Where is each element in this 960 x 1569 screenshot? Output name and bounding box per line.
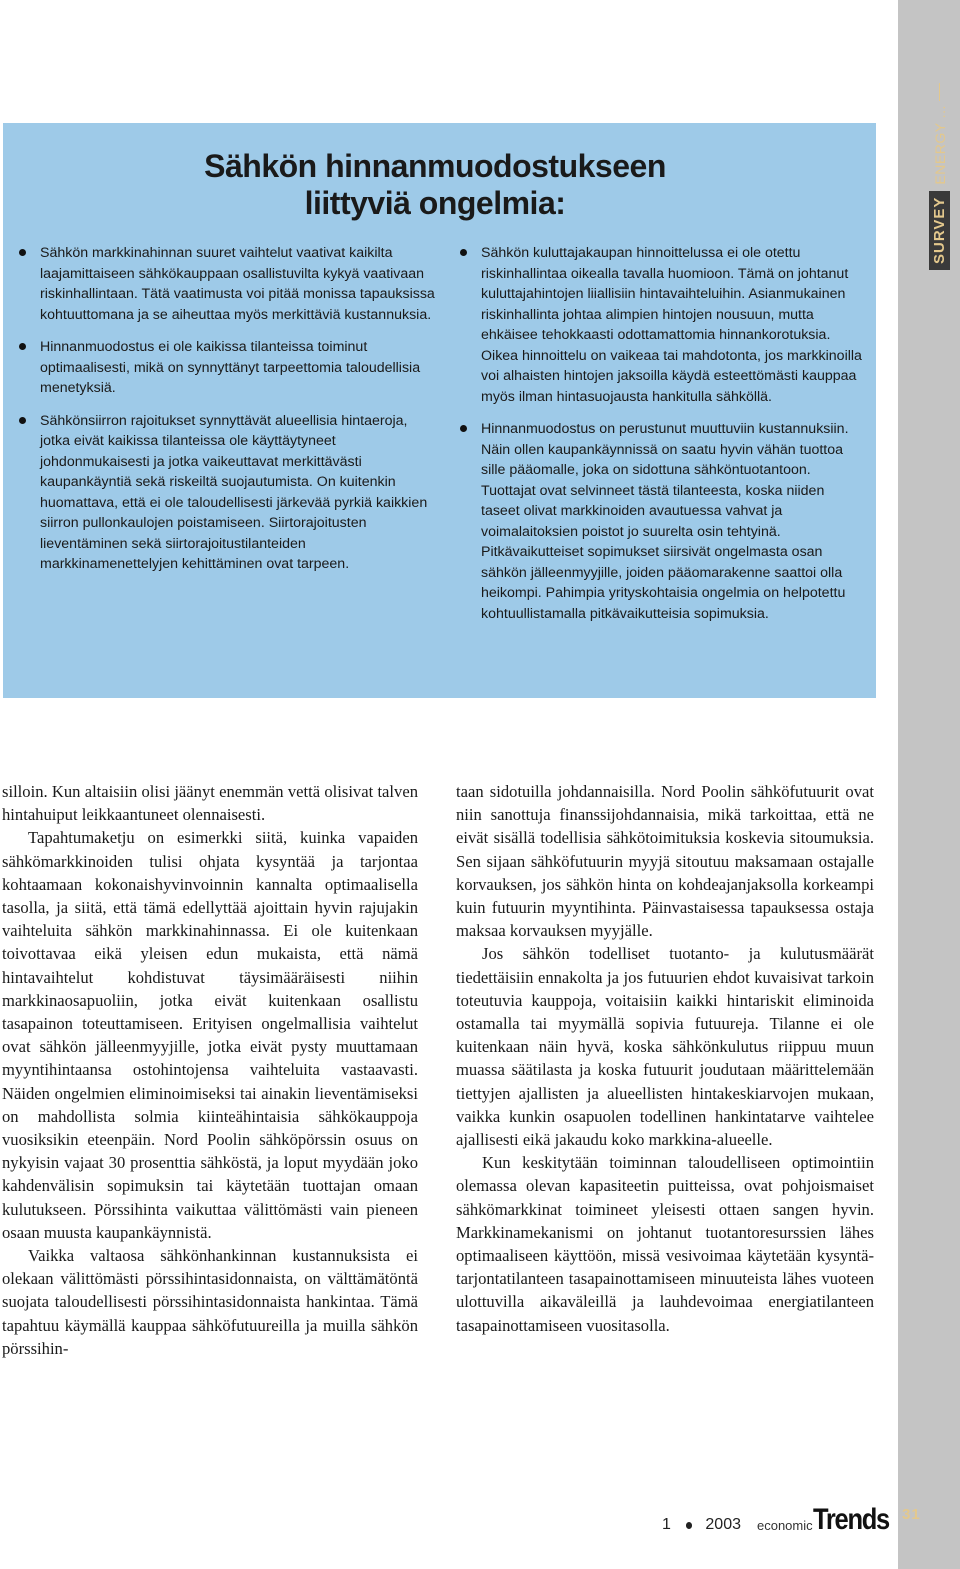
separator-dot-icon [686, 1522, 692, 1529]
section-tag [929, 83, 950, 270]
bullet-text: Hinnanmuodostus ei ole kaikissa tilanteissa toiminut optimaalisesti, mikä on synnyttänyt tarpeettomia taloudellisia menetyksiä. [40, 339, 421, 396]
energy-label: ENERGY ... [931, 105, 948, 185]
box-bullets-left [40, 243, 435, 587]
issue-year: 2003 [705, 1516, 741, 1533]
bullet-item [481, 243, 866, 407]
bullet-item [481, 419, 866, 624]
bullet-dot-icon [460, 425, 467, 432]
bullet-dot-icon [19, 417, 26, 424]
article-column-left [2, 780, 418, 1360]
bullet-item [40, 337, 435, 399]
survey-label: SURVEY [929, 191, 950, 270]
article-paragraph: Kun keskitytään toiminnan taloudelliseen optimointiin olemassa olevan kapasiteetin puitteissa, ovat pohjoismaiset sähkömarkkinat toimineet yleisesti ottaen sangen hyvin. Markkinamekanismi on johtanut tuotantoresurssien lähes optimaaliseen käyttöön, missä vesivoimaa käytetään kysyntä-tarjontatilanteen tasapainottamiseen minuuteista lähes vuoteen ulottuvilla aikaväleillä ja lauhdevoimaa energiatilanteen tasapainottamiseen vuositasolla. [456, 1153, 874, 1335]
bullet-text: Sähkön kuluttajakaupan hinnoittelussa ei ole otettu riskinhallintaa oikealla tavalla huomioon. Tämä on johtanut kuluttajahintojen liiallisiin hintavaihteluihin. Asianmukainen riskinhallinta johtaa alimpien hintojen nousuun, mutta ehkäisee tehokkaasti odottamattomia hinnankorotuksia. Oikea hinnoittelu on vaikeaa tai mahdotonta, jos markkinoilla voi alhaisten hintojen jaksoilla käydä esteettömästi kauppaa myös ilman hintasuojausta hankitulla sähköllä. [481, 245, 862, 405]
article-column-right [456, 780, 874, 1337]
article-paragraph: Jos sähkön todelliset tuotanto- ja kulutusmäärät tiedettäisiin ennakolta ja jos futuurien ehdot kuvaisivat tarkoin toteutuvia kauppoja, voitaisiin kaikki hintariskit eliminoida ostamalla tai myymällä sopivia futuureja. Tilanne ei ole kuitenkaan näin hyvä, koska sähkönkulutus riippuu muun muassa säätilasta ja koska futuurit joudutaan määrittelemään tiettyjen ajallisten ja alueellisten hintakeskiarvojen mukaan, vaikka kunkin osapuolen todellinen hankintatarve vaihtelee ajallisesti eikä jakaudu koko markkina-alueelle. [456, 944, 874, 1150]
page-number: 31 [902, 1506, 921, 1523]
article-paragraph: Vaikka valtaosa sähkönhankinnan kustannuksista ei olekaan välittömästi pörssihintasidonnaista, on välttämätöntä suojata taloudellisesti pörssihintasidonnaista hankintaa. Tämä tapahtuu käymällä kauppaa sähköfutuureilla ja muilla sähkön pörssihin- [2, 1246, 418, 1358]
bullet-dot-icon [19, 343, 26, 350]
box-title [0, 148, 870, 222]
bullet-text: Sähkönsiirron rajoitukset synnyttävät alueellisia hintaeroja, jotka eivät kaikissa tilanteissa ole käyttäytyneet johdonmukaisesti ja jotka vaikeuttavat merkittävästi kaupankäyntiä sekä riskeiltä suojautumista. On kuitenkin huomattava, että ei ole taloudellisesti järkevää pyrkiä kaikkien siirron pullonkaulojen poistamiseen. Siirtorajoitusten lieventäminen sekä siirtorajoitustilanteiden markkinamenettelyjen kehittäminen ovat tarpeen. [40, 412, 428, 572]
issue-number: 1 [662, 1516, 671, 1533]
tag-rule [939, 83, 940, 101]
bullet-text: Sähkön markkinahinnan suuret vaihtelut vaativat kaikilta laajamittaiseen sähkökauppaan osallistuvilta kykyä vaativaan riskinhallintaan. Tätä vaatimusta voi pitää monissa tapauksissa kohtuuttomana ja se aiheuttaa myös merkittäviä kustannuksia. [40, 245, 435, 323]
box-title-line-1: Sähkön hinnanmuodostukseen [204, 148, 666, 184]
article-paragraph: silloin. Kun altaisiin olisi jäänyt enemmän vettä olisivat talven hintahuiput leikkaantuneet olennaisesti. [2, 782, 418, 825]
bullet-text: Hinnanmuodostus on perustunut muuttuviin kustannuksiin. Näin ollen kaupankäynnissä on saatu hyvin vähän tuottoa sille pääomalle, joka on sidottuna sähköntuotantoon. Tuottajat ovat selvinneet tästä tilanteesta, koska niiden taseet olivat markkinoiden avautuessa vahvat ja voimalaitoksien poistot jo suurelta osin tehtyinä. Pitkävaikutteiset sopimukset siirsivät ongelmasta osan sähkön jälleenmyyjille, joiden pääomarakenne saattoi olla heikompi. Pahimpia yrityskohtaisia ongelmia on helpotettu kohtuullistamalla pitkävaikutteisia sopimuksia. [481, 421, 849, 622]
bullet-item [40, 243, 435, 325]
box-title-line-2: liittyviä ongelmia: [304, 185, 566, 221]
bullet-dot-icon [19, 249, 26, 256]
bullet-item [40, 411, 435, 575]
article-paragraph: taan sidotuilla johdannaisilla. Nord Poolin sähköfutuurit ovat niin sanottuja finanssijohdannaisia, mikä tarkoittaa, että ne eivät sisällä todellisia sähkötoimituksia koskevia sitoumuksia. Sen sijaan sähköfutuurin myyjä sitoutuu maksamaan ostajalle korvauksen, jos sähkön hinta on kohdeajanjaksolla korkeampi kuin futuurin myyntihinta. Päinvastaisessa tapauksessa ostaja maksaa korvauksen myyjälle. [456, 782, 874, 941]
page-footer [662, 1496, 902, 1536]
bullet-dot-icon [460, 249, 467, 256]
box-bullets-right [481, 243, 866, 636]
article-paragraph: Tapahtumaketju on esimerkki siitä, kuinka vapaiden sähkömarkkinoiden tulisi ohjata kysyntää ja tarjontaa kohtaamaan kokonaishyvinvoinnin kannalta optimaalisella tasolla, ja siitä, että tämä edellyttää ajoittain hyvin rajujakin vaihteluita sähkön markkinahinnassa. Ei ole kuitenkaan toivottavaa eikä yleisen edun mukaista, että nämä hintavaihtelut kohdistuvat täysimääräisesti niihin markkinaosapuoliin, jotka eivät kuitenkaan osallistu tasapainon toteuttamiseen. Erityisen ongelmallisia vaihtelut ovat sähkön jälleenmyyjille, jotka eivät pysty muuttamaan myyntihintaansa ostohintojensa vaihteluita vastaavasti. Näiden ongelmien eliminoimiseksi tai ainakin lieventämiseksi on mahdollista solmia kiinteähintaisia sähkökauppoja vuosiksikin eteenpäin. Nord Poolin sähköpörssin osuus on nykyisin vajaat 30 prosenttia sähköstä, ja loput myydään joko kahdenvälisin sopimuksin tai käytetään tuottajan omaan kulutukseen. Pörssihinta vaikuttaa välittömästi vain pieneen osaan muusta kaupankäynnistä. [2, 828, 418, 1242]
brand-prefix: economic [756, 1518, 813, 1533]
brand-name: Trends [812, 1503, 889, 1536]
